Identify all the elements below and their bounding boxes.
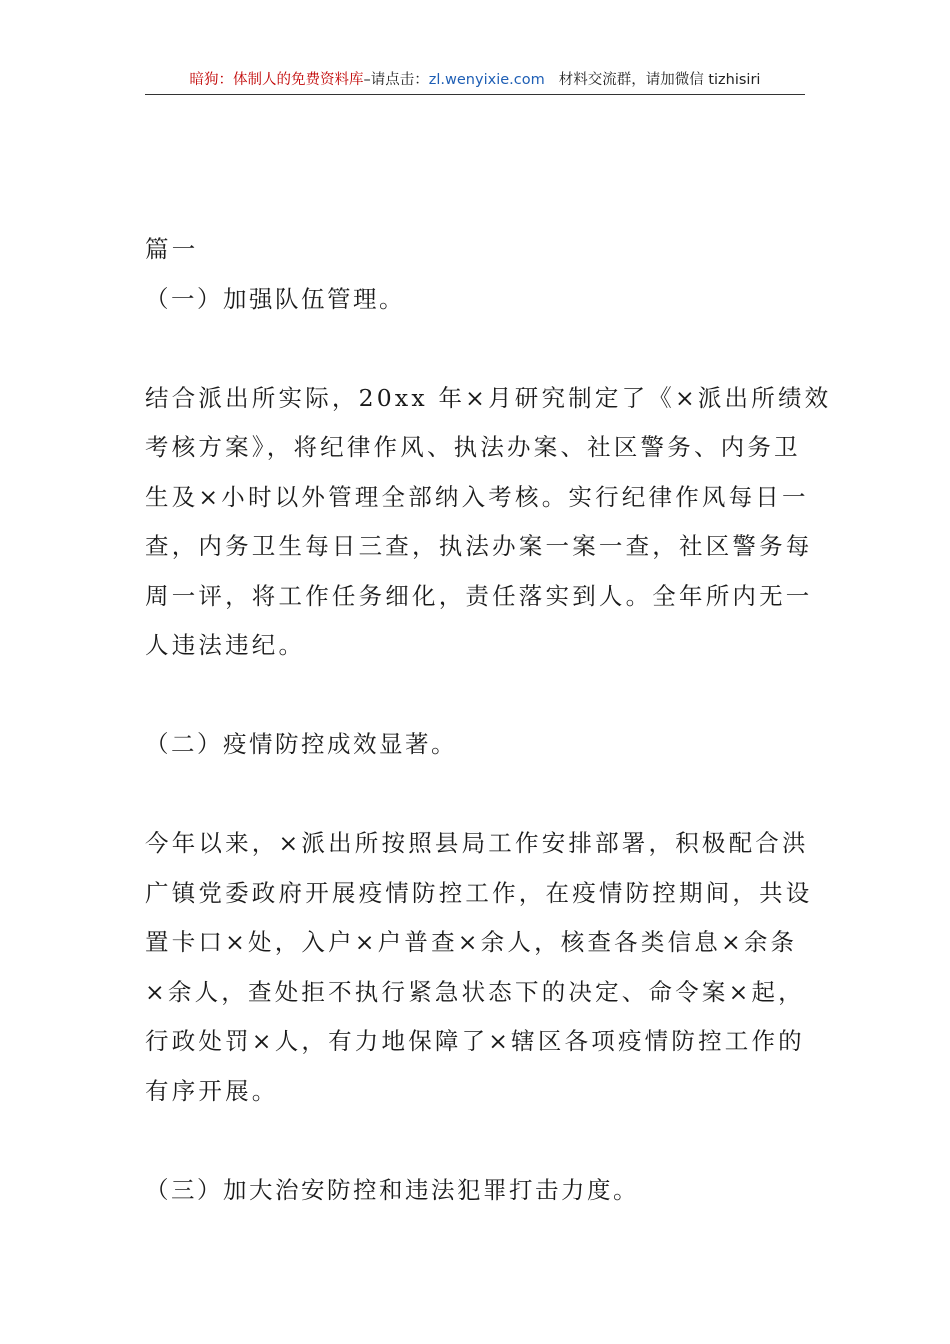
- paragraph-line: 行政处罚×人，有力地保障了×辖区各项疫情防控工作的: [145, 1027, 805, 1055]
- header-site-name: 暗狗：体制人的免费资料库: [189, 72, 364, 88]
- document-body: [145, 225, 832, 1215]
- paragraph-line: 考核方案》，将纪律作风、执法办案、社区警务、内务卫: [145, 433, 801, 461]
- paragraph-line: 置卡口×处，入户×户普查×余人，核查各类信息×余条: [145, 928, 798, 956]
- section-heading: （二）疫情防控成效显著。: [145, 730, 457, 758]
- section-heading: （一）加强队伍管理。: [145, 284, 405, 313]
- paragraph-line: 查，内务卫生每日三查，执法办案一案一查，社区警务每: [145, 532, 813, 560]
- section-heading: （三）加大治安防控和违法犯罪打击力度。: [145, 1175, 639, 1204]
- header-url-link[interactable]: zl.wenyixie.com: [428, 72, 545, 88]
- paragraph-line: 今年以来，×派出所按照县局工作安排部署，积极配合洪: [145, 829, 809, 857]
- paragraph-line: 生及×小时以外管理全部纳入考核。实行纪律作风每日一: [145, 482, 809, 511]
- paragraph-line: 结合派出所实际，20xx 年×月研究制定了《×派出所绩效: [145, 383, 832, 412]
- paragraph-line: ×余人，查处拒不执行紧急状态下的决定、命令案×起，: [145, 977, 805, 1006]
- paragraph-line: 广镇党委政府开展疫情防控工作，在疫情防控期间，共设: [145, 878, 813, 907]
- paragraph-line: 人违法违纪。: [145, 631, 306, 659]
- header-group-text: 材料交流群，请加微信 tizhisiri: [558, 72, 761, 88]
- header-click-prompt: –请点击：: [363, 72, 429, 88]
- page-header: [145, 68, 805, 95]
- paragraph-line: 有序开展。: [145, 1076, 279, 1105]
- part-label: 篇一: [145, 235, 199, 263]
- paragraph-line: 周一评，将工作任务细化，责任落实到人。全年所内无一: [145, 581, 813, 610]
